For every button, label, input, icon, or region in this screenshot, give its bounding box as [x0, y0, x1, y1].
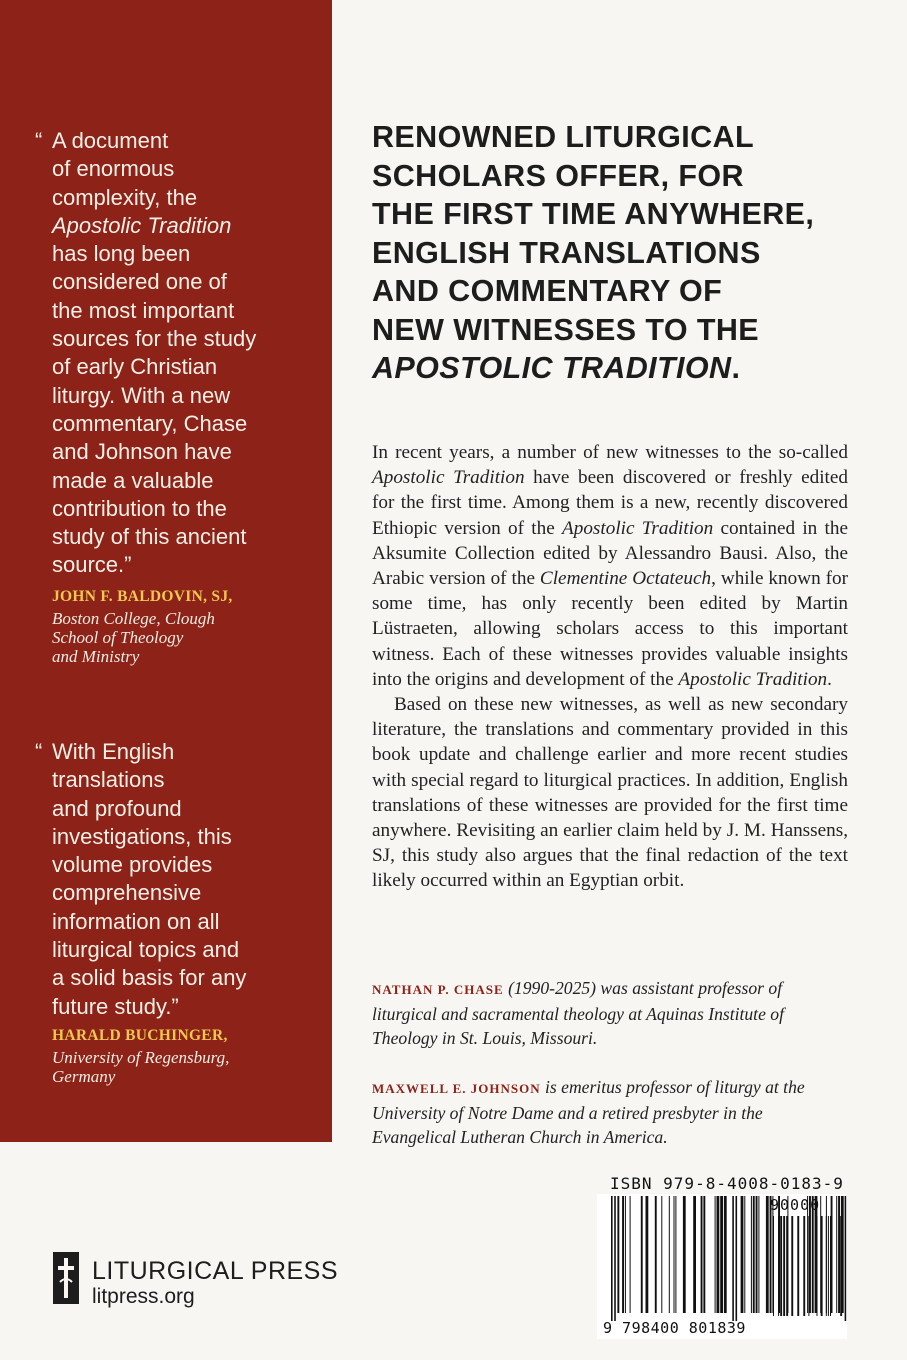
- text-run: have been discovered or freshly edited for the first time. Among them is a new, recently discovered Ethiopic version of the: [372, 467, 848, 539]
- endorser-name: JOHN F. BALDOVIN, SJ,: [52, 588, 233, 605]
- barcode-bar: [744, 1196, 745, 1313]
- barcode-bar: [611, 1196, 613, 1321]
- barcode-bar: [786, 1216, 788, 1316]
- publisher-name: LITURGICAL PRESS: [92, 1257, 339, 1285]
- text-line: Apostolic Tradition: [52, 212, 232, 238]
- text-line: translations: [52, 767, 165, 793]
- text-line: source.”: [52, 552, 132, 578]
- barcode-bar: [741, 1196, 744, 1313]
- headline-line: AND COMMENTARY OF: [372, 274, 723, 308]
- text-line: volume provides: [52, 852, 213, 878]
- endorsement-sidebar: [0, 0, 332, 1142]
- barcode-bar: [838, 1196, 840, 1313]
- author-name: NATHAN P. CHASE: [372, 982, 504, 997]
- headline-period: .: [731, 351, 741, 385]
- barcode-bar: [791, 1216, 793, 1316]
- open-quote-mark: “: [35, 128, 43, 153]
- isbn-barcode: [597, 1194, 847, 1339]
- text-line: liturgy. With a new: [52, 382, 231, 408]
- barcode-bar: [756, 1196, 758, 1313]
- barcode-bar: [669, 1196, 670, 1313]
- barcode-bar: [630, 1196, 631, 1313]
- description-paragraph: [372, 440, 848, 692]
- text-run: , while known for some time, has only recently been edited by Martin Lüstraeten, allowing scholars access to this important witness. Each of these witnesses provides valuable insights into the origins and development of the: [372, 568, 848, 690]
- barcode-bar: [732, 1196, 734, 1321]
- barcode-bar: [675, 1196, 676, 1313]
- text-line: of early Christian: [52, 354, 218, 380]
- endorser-name: HARALD BUCHINGER,: [52, 1027, 228, 1044]
- text-line: University of Regensburg,: [52, 1048, 230, 1067]
- description-paragraph: [372, 692, 848, 894]
- text-line: comprehensive: [52, 880, 202, 906]
- author-bio-text: is emeritus professor of liturgy at the University of Notre Dame and a retired presbyter in the Evangelical Lutheran Church in America.: [372, 1077, 805, 1147]
- barcode-bar: [736, 1196, 738, 1321]
- barcode-bar: [683, 1196, 686, 1313]
- italic-run: Clementine Octateuch: [539, 568, 712, 590]
- barcode-bar: [845, 1196, 847, 1321]
- barcode-bar: [751, 1196, 752, 1313]
- text-line: study of this ancient: [52, 524, 247, 550]
- barcode-bar: [753, 1196, 755, 1313]
- barcode-bar: [614, 1196, 616, 1321]
- text-line: Germany: [52, 1067, 116, 1086]
- barcode-bar: [646, 1196, 649, 1313]
- text-line: Boston College, Clough: [52, 609, 215, 628]
- barcode-bar: [715, 1196, 716, 1313]
- barcode-bar: [766, 1196, 769, 1313]
- barcode-addon-digits: 90000: [770, 1196, 821, 1214]
- barcode-bar: [674, 1196, 675, 1313]
- barcode-bar: [836, 1196, 837, 1313]
- text-line: and Johnson have: [52, 439, 232, 465]
- text-line: A document: [52, 128, 169, 153]
- barcode-bar: [717, 1196, 720, 1313]
- isbn-label: ISBN 979-8-4008-0183-9: [610, 1174, 844, 1193]
- barcode-bar: [724, 1196, 727, 1313]
- italic-run: Apostolic Tradition: [562, 517, 714, 539]
- headline-book-title: APOSTOLIC TRADITION: [372, 351, 732, 385]
- text-line: and profound: [52, 795, 182, 821]
- barcode-bar: [780, 1216, 782, 1316]
- barcode-bar: [830, 1216, 831, 1316]
- text-run: Based on these new witnesses, as well as new secondary literature, the translations and commentary provided in this book update and challenge earlier and more recent studies with special regard to liturgical practices. In addition, English translations of these witnesses are provided for the first time anywhere. Revisiting an earlier claim held by J. M. Hanssens, SJ, this study also argues that the final redaction of the text likely occurred within an Egyptian orbit.: [372, 694, 848, 892]
- barcode-bar: [828, 1216, 829, 1316]
- author-bio-chase: [372, 976, 848, 1050]
- text-line: School of Theology: [52, 628, 184, 647]
- text-line: has long been: [52, 241, 191, 267]
- barcode-bar: [625, 1196, 626, 1313]
- barcode-ean-digits: 9 798400 801839: [603, 1319, 746, 1337]
- text-line: made a valuable: [52, 467, 214, 493]
- barcode-bar: [817, 1216, 818, 1316]
- text-line: considered one of: [52, 269, 227, 295]
- text-line: commentary, Chase: [52, 410, 248, 436]
- text-line: sources for the study: [52, 326, 257, 352]
- quote-text: [52, 738, 287, 1021]
- barcode-bar: [720, 1196, 723, 1313]
- text-line: contribution to the: [52, 495, 227, 521]
- barcode-bar: [655, 1196, 657, 1313]
- barcode-bar: [661, 1196, 662, 1313]
- endorser-affiliation: [52, 609, 302, 666]
- text-line: the most important: [52, 297, 235, 323]
- text-line: complexity, the: [52, 184, 198, 210]
- author-bio-text: (1990-2025) was assistant professor of liturgical and sacramental theology at Aquinas Institute of Theology in St. Louis, Missouri.: [372, 978, 784, 1048]
- headline-line: ENGLISH TRANSLATIONS: [372, 235, 761, 270]
- headline: [372, 118, 872, 388]
- italic-run: Apostolic Tradition: [372, 467, 525, 489]
- text-run: .: [827, 668, 832, 690]
- barcode-bar: [622, 1196, 624, 1313]
- barcode-bar: [808, 1216, 809, 1316]
- barcode-bar: [803, 1216, 805, 1316]
- headline-line: SCHOLARS OFFER, FOR: [372, 158, 744, 193]
- text-line: a solid basis for any: [52, 965, 247, 991]
- text-line: information on all: [52, 908, 220, 934]
- barcode-bar: [693, 1196, 696, 1313]
- text-line: future study.”: [52, 993, 179, 1019]
- barcode-bar: [758, 1196, 759, 1313]
- author-name: MAXWELL E. JOHNSON: [372, 1081, 541, 1096]
- barcode-bar: [783, 1216, 785, 1316]
- endorser-affiliation: [52, 1048, 302, 1086]
- barcode-bar: [617, 1196, 619, 1313]
- headline-line: THE FIRST TIME ANYWHERE,: [372, 197, 815, 231]
- barcode-bar: [840, 1216, 842, 1316]
- endorsement-quote-1: [35, 127, 287, 580]
- book-description: [372, 440, 848, 894]
- italic-run: Apostolic Tradition: [678, 668, 828, 690]
- endorsement-quote-2: [35, 738, 287, 1021]
- text-line: investigations, this: [52, 823, 232, 849]
- text-run: In recent years, a number of new witnesses to the so-called: [372, 442, 848, 463]
- barcode-bar: [773, 1216, 774, 1316]
- barcode-bar: [797, 1216, 799, 1316]
- barcode-bar: [821, 1216, 823, 1316]
- text-run: contained in the Aksumite Collection edited by Alessandro Bausi. Also, the Arabic version of the: [372, 517, 848, 590]
- headline-line: RENOWNED LITURGICAL: [372, 120, 755, 154]
- text-line: and Ministry: [52, 647, 140, 666]
- barcode-bar: [641, 1196, 643, 1313]
- text-line: liturgical topics and: [52, 937, 240, 963]
- liturgical-press-cross-logo-icon: [53, 1252, 79, 1304]
- text-line: of enormous: [52, 156, 175, 182]
- quote-text: [52, 127, 287, 580]
- barcode-bar: [778, 1216, 779, 1316]
- author-bio-johnson: [372, 1075, 848, 1149]
- text-line: With English: [52, 739, 175, 764]
- publisher-url: litpress.org: [92, 1285, 195, 1308]
- open-quote-mark: “: [35, 739, 43, 764]
- barcode-bar: [701, 1196, 703, 1313]
- barcode-bar: [826, 1216, 827, 1316]
- barcode-bar: [703, 1196, 705, 1313]
- headline-line: NEW WITNESSES TO THE: [372, 312, 760, 347]
